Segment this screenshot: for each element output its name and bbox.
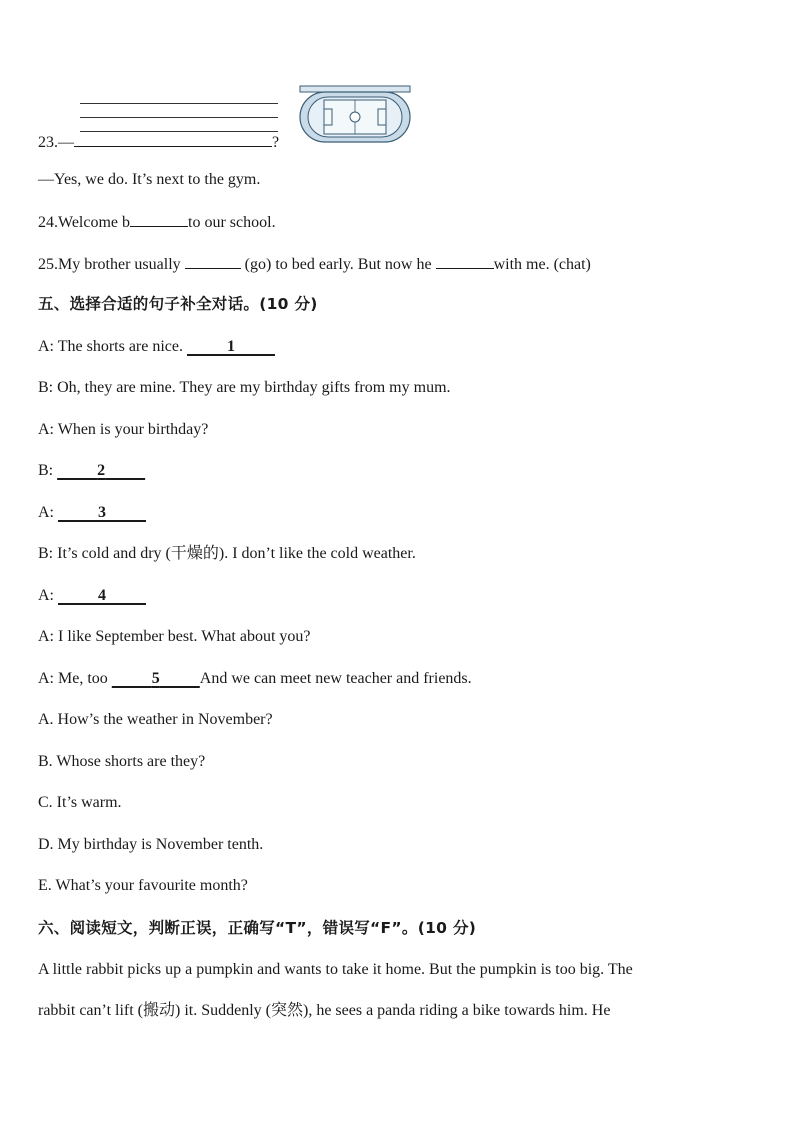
blank-number: 2 (97, 462, 106, 479)
dialogue-text: When is your birthday? (57, 421, 209, 438)
blank-number: 4 (98, 587, 106, 604)
blank-number: 3 (98, 504, 106, 521)
dialogue-blank[interactable] (187, 338, 275, 355)
speaker: B: (38, 379, 54, 396)
speaker: B: (38, 462, 54, 479)
dialogue-blank[interactable] (58, 587, 146, 604)
dialogue-line (38, 503, 146, 523)
dialogue-blank[interactable] (58, 504, 146, 521)
answer-blank[interactable] (130, 212, 188, 227)
dialogue-line (38, 544, 416, 564)
question-end: ? (272, 134, 280, 151)
dialogue-line (38, 627, 311, 647)
question-number: 25. (38, 256, 58, 273)
question-number: 23. (38, 134, 58, 151)
question-24 (38, 212, 276, 233)
option-a: A. How’s the weather in November? (38, 711, 273, 728)
sports-field-picture (298, 84, 412, 144)
dialogue-text: I like September best. What about you? (58, 628, 311, 645)
dash: — (58, 134, 74, 151)
section-5-heading: 五、选择合适的句子补全对话。(10 分) (38, 295, 318, 313)
speaker: B: (38, 545, 54, 562)
dialogue-text-after: And we can meet new teacher and friends. (199, 670, 472, 687)
dialogue-text: Me, too (58, 670, 112, 687)
speaker: A: (38, 338, 54, 355)
answer-blank[interactable] (74, 132, 272, 147)
answer-blank-2[interactable] (436, 254, 494, 269)
blank-number: 1 (227, 338, 235, 355)
question-text-after: to our school. (188, 214, 276, 231)
dialogue-blank[interactable] (57, 462, 145, 479)
blank-number: 5 (151, 670, 160, 687)
option-c: C. It’s warm. (38, 794, 122, 811)
question-25 (38, 254, 591, 275)
question-text: My brother usually (58, 256, 185, 273)
question-hint: (go) to bed early. But now he (240, 256, 436, 273)
dialogue-line (38, 586, 146, 606)
option-d: D. My birthday is November tenth. (38, 836, 264, 853)
dialogue-text: The shorts are nice. (57, 338, 187, 355)
speaker: A: (38, 587, 54, 604)
dialogue-blank[interactable] (112, 670, 200, 687)
speaker: A: (38, 421, 54, 438)
dialogue-text: Oh, they are mine. They are my birthday gifts from my mum. (57, 379, 451, 396)
option-b: B. Whose shorts are they? (38, 753, 206, 770)
question-23-answer: —Yes, we do. It’s next to the gym. (38, 171, 261, 188)
speaker: A: (38, 504, 54, 521)
question-23 (38, 132, 279, 153)
speaker: A: (38, 670, 54, 687)
dialogue-line (38, 378, 451, 398)
dialogue-line (38, 337, 275, 357)
reading-paragraph-line-2: rabbit can’t lift (搬动) it. Suddenly (突然), he sees a panda riding a bike towards him. He (38, 1002, 611, 1019)
answer-blank-1[interactable] (185, 254, 241, 269)
option-e: E. What’s your favourite month? (38, 877, 248, 894)
dialogue-line (38, 461, 145, 481)
question-text-after: with me. (chat) (493, 256, 591, 273)
answer-line-1 (80, 103, 278, 104)
question-text: Welcome b (58, 214, 131, 231)
reading-paragraph-line-1: A little rabbit picks up a pumpkin and wants to take it home. But the pumpkin is too big. The (38, 961, 633, 978)
dialogue-line (38, 669, 472, 689)
answer-line-2 (80, 117, 278, 118)
section-6-heading: 六、阅读短文，判断正误，正确写“T”，错误写“F”。(10 分) (38, 919, 477, 937)
question-number: 24. (38, 214, 58, 231)
speaker: A: (38, 628, 54, 645)
dialogue-text: It’s cold and dry (干燥的). I don’t like the cold weather. (57, 545, 416, 562)
dialogue-line (38, 420, 208, 440)
